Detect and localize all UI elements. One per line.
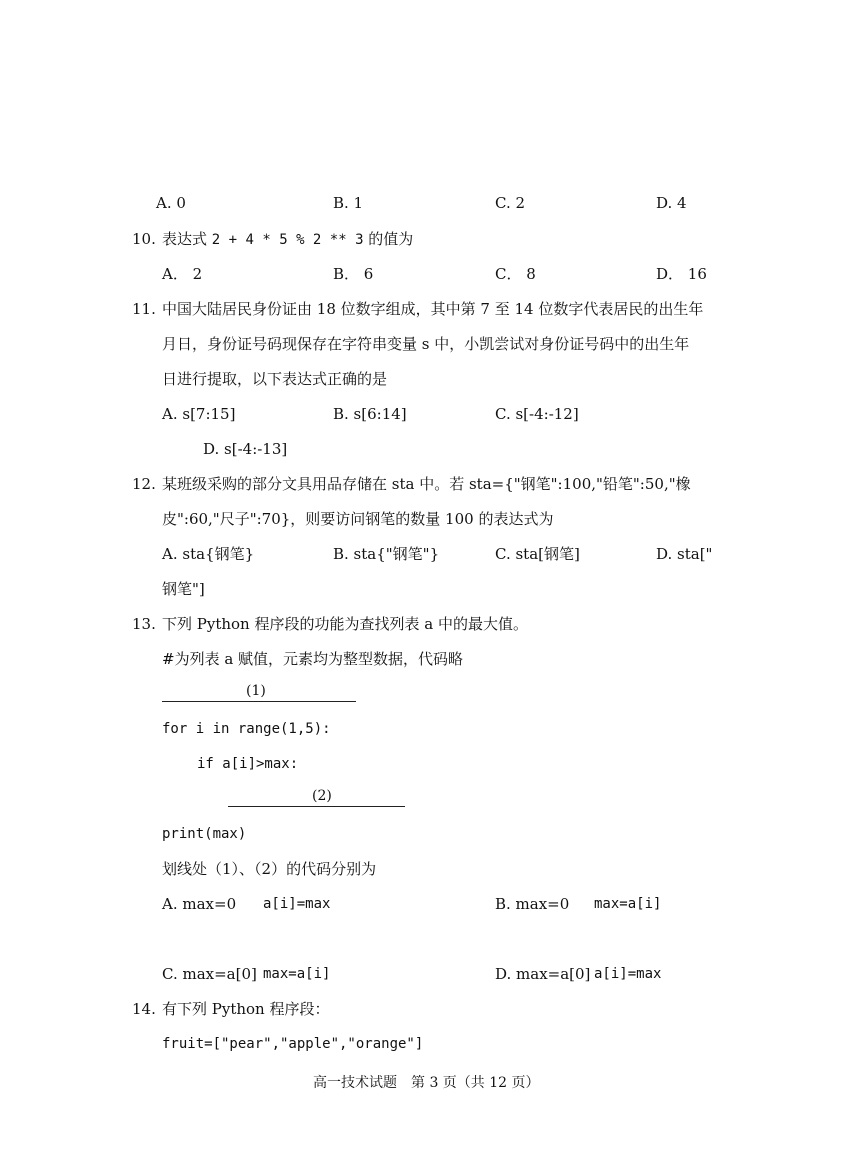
- q13-blank-1-label: (1): [246, 683, 266, 699]
- q13-code-for: for i in range(1,5):: [162, 721, 331, 737]
- q13-option-b-code: max=a[i]: [594, 896, 662, 912]
- q12-option-a: A. sta{钢笔}: [162, 545, 255, 563]
- q10-text-prefix: 表达式: [162, 230, 212, 248]
- q10-option-d: D． 16: [656, 265, 707, 283]
- q11-option-b: B. s[6:14]: [333, 405, 407, 423]
- q10-option-a: A． 2: [162, 265, 203, 283]
- q11-option-d: D. s[-4:-13]: [203, 440, 288, 458]
- q13-option-c-label: C. max=a[0]: [162, 965, 257, 983]
- q11-line-1: 中国大陆居民身份证由 18 位数字组成，其中第 7 至 14 位数字代表居民的出生年: [162, 300, 704, 318]
- q13-stem: 下列 Python 程序段的功能为查找列表 a 中的最大值。: [162, 615, 528, 633]
- q10-option-c: C． 8: [495, 265, 536, 283]
- q10-expression: 2 + 4 * 5 % 2 ** 3: [211, 232, 364, 248]
- q13-option-a-code: a[i]=max: [263, 896, 331, 912]
- q13-option-b-label: B. max=0: [495, 895, 570, 913]
- q13-option-c-code: max=a[i]: [263, 966, 331, 982]
- q12-number: 12.: [132, 475, 156, 493]
- q14-number: 14.: [132, 1000, 156, 1018]
- page-footer: 高一技术试题 第 3 页（共 12 页）: [313, 1075, 540, 1091]
- q10-text-suffix: 的值为: [363, 230, 414, 248]
- q9-option-b: B. 1: [333, 194, 364, 212]
- q13-number: 13.: [132, 615, 156, 633]
- q13-blank-2: [228, 788, 405, 807]
- q10-option-b: B． 6: [333, 265, 374, 283]
- q13-option-a-label: A. max=0: [162, 895, 237, 913]
- q13-option-d-code: a[i]=max: [594, 966, 662, 982]
- q11-number: 11.: [132, 300, 156, 318]
- q13-option-d-label: D. max=a[0]: [495, 965, 591, 983]
- q9-option-c: C. 2: [495, 194, 526, 212]
- q12-line-1: 某班级采购的部分文具用品存储在 sta 中。若 sta={"钢笔":100,"铅笔":50,"橡: [162, 475, 691, 493]
- q9-option-a: A. 0: [156, 194, 186, 212]
- q14-stem: 有下列 Python 程序段：: [162, 1000, 330, 1018]
- q10-stem: [162, 229, 413, 250]
- q14-code-fruit: fruit=["pear","apple","orange"]: [162, 1036, 424, 1052]
- q13-code-if: if a[i]>max:: [197, 756, 299, 772]
- q10-number: 10.: [132, 230, 156, 248]
- q12-option-d: D. sta[": [656, 545, 713, 563]
- q12-option-d-continued: 钢笔"]: [162, 580, 205, 598]
- q11-line-3: 日进行提取，以下表达式正确的是: [162, 370, 388, 388]
- q12-line-2: 皮":60,"尺子":70}，则要访问钢笔的数量 100 的表达式为: [162, 510, 554, 528]
- q12-option-b: B. sta{"钢笔"}: [333, 545, 440, 563]
- q11-line-2: 月日，身份证号码现保存在字符串变量 s 中，小凯尝试对身份证号码中的出生年: [162, 335, 690, 353]
- q13-question: 划线处（1）、（2）的代码分别为: [162, 860, 377, 878]
- q13-blank-1: [162, 683, 356, 702]
- q12-option-c: C. sta[钢笔]: [495, 545, 580, 563]
- q13-blank-2-label: (2): [312, 788, 332, 804]
- q9-option-d: D. 4: [656, 194, 687, 212]
- q13-code-comment: #为列表 a 赋值，元素均为整型数据，代码略: [162, 650, 464, 668]
- q11-option-a: A. s[7:15]: [162, 405, 236, 423]
- q13-code-print: print(max): [162, 826, 247, 842]
- q11-option-c: C. s[-4:-12]: [495, 405, 579, 423]
